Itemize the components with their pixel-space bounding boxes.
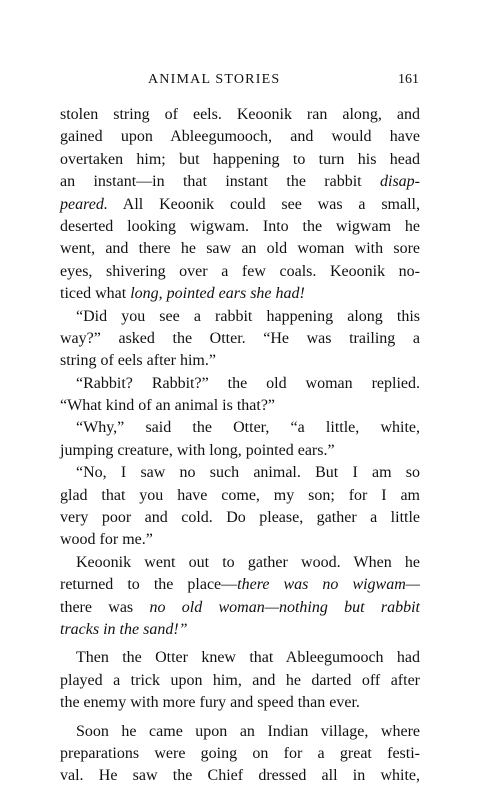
text-line: Keoonik went out to gather wood. When he bbox=[76, 553, 420, 571]
text-line: “Rabbit? Rabbit?” the old woman replied. bbox=[76, 374, 420, 392]
text-line: preparations were going on for a great festi- bbox=[60, 744, 420, 762]
text-line: wood for me.” bbox=[60, 531, 153, 549]
text-line: eyes, shivering over a few coals. Keoonik no- bbox=[60, 262, 420, 280]
text-line: the enemy with more fury and speed than ever. bbox=[60, 694, 360, 712]
text-line: way?” asked the Otter. “He was trailing a bbox=[60, 329, 420, 347]
text-line: played a trick upon him, and he darted off after bbox=[60, 671, 420, 689]
text-line: stolen string of eels. Keoonik ran along, and bbox=[60, 106, 420, 123]
page-number: 161 bbox=[398, 72, 419, 87]
text-line bbox=[60, 194, 420, 216]
text-line: val. He saw the Chief dressed all in white, bbox=[60, 767, 420, 785]
text-line: deserted looking wigwam. Into the wigwam he bbox=[60, 217, 420, 235]
italic-run: there was no wigwam— bbox=[237, 576, 421, 594]
text-run: there was bbox=[60, 598, 150, 616]
text-line: “Why,” said the Otter, “a little, white, bbox=[76, 419, 420, 437]
text-line: Then the Otter knew that Ableegumooch had bbox=[76, 649, 420, 667]
text-line: gained upon Ableegumooch, and would have bbox=[60, 128, 420, 146]
italic-run: no old woman—nothing but rabbit bbox=[149, 598, 420, 616]
text-run: an instant—in that instant the rabbit bbox=[60, 173, 380, 191]
text-line: very poor and cold. Do please, gather a little bbox=[60, 509, 420, 527]
text-line: overtaken him; but happening to turn his head bbox=[60, 150, 420, 168]
page-header bbox=[60, 72, 419, 94]
text-line: glad that you have come, my son; for I am bbox=[60, 486, 420, 504]
running-head: ANIMAL STORIES bbox=[148, 72, 281, 87]
text-line bbox=[60, 283, 420, 305]
text-line: “What kind of an animal is that?” bbox=[60, 397, 276, 415]
text-line: “No, I saw no such animal. But I am so bbox=[76, 464, 420, 482]
body-text bbox=[60, 104, 420, 788]
text-line bbox=[60, 574, 420, 596]
text-line bbox=[60, 597, 420, 619]
italic-run: peared. bbox=[60, 195, 108, 213]
text-line bbox=[60, 171, 420, 193]
text-run: ticed what bbox=[60, 285, 131, 303]
text-line: string of eels after him.” bbox=[60, 352, 216, 370]
text-line bbox=[60, 619, 420, 641]
text-run: returned to the place— bbox=[60, 576, 238, 594]
text-line: jumping creature, with long, pointed ears.” bbox=[60, 441, 335, 459]
text-line: Soon he came upon an Indian village, where bbox=[76, 722, 420, 740]
italic-run: tracks in the sand!” bbox=[60, 620, 188, 638]
text-run: All Keoonik could see was a small, bbox=[107, 195, 420, 213]
text-line: “Did you see a rabbit happening along this bbox=[76, 307, 420, 325]
italic-run: long, pointed ears she had! bbox=[130, 285, 305, 303]
italic-run: disap- bbox=[380, 173, 420, 191]
text-line: went, and there he saw an old woman with sore bbox=[60, 240, 420, 258]
